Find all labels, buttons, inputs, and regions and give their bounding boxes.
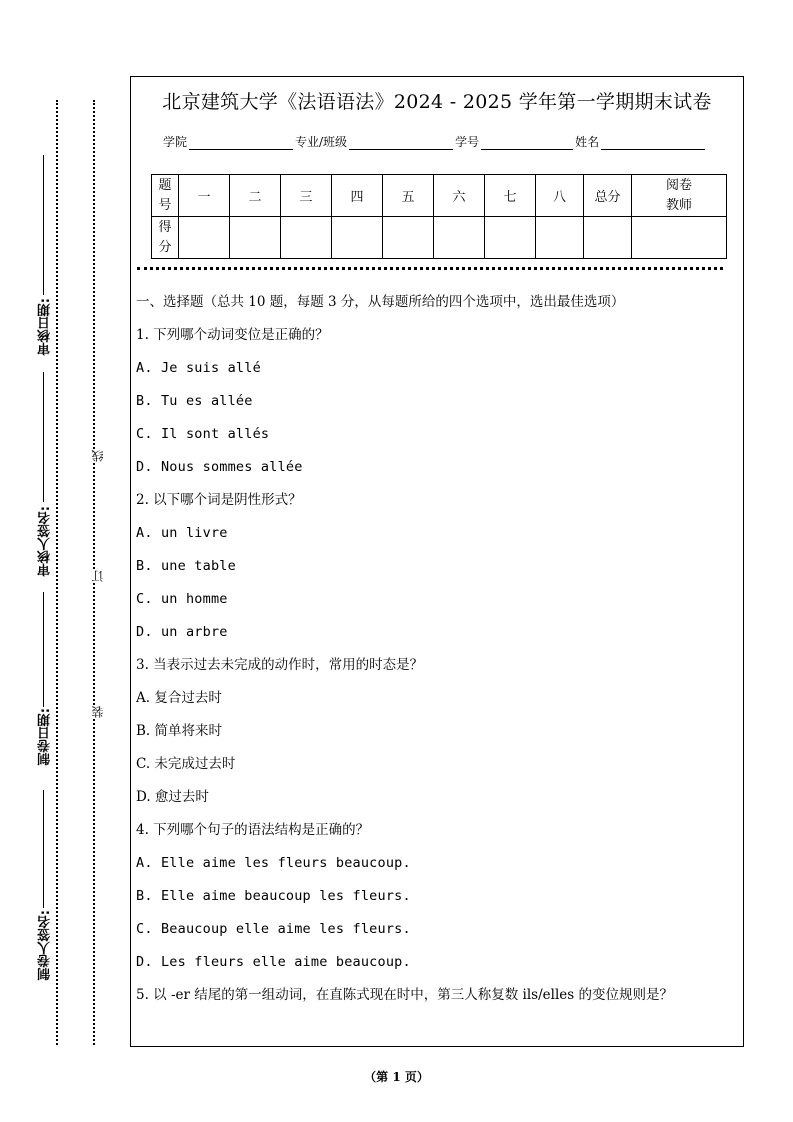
maker-date-line	[43, 592, 44, 707]
option-c: C. Il sont allés	[136, 426, 270, 442]
binding-mark-line: 线	[91, 450, 105, 462]
question-stem: 1. 下列哪个动词变位是正确的？	[136, 327, 329, 343]
section-heading: 一、选择题（总共 10 题，每题 3 分，从每题所给的四个选项中，选出最佳选项）	[136, 294, 625, 310]
option-a: A. Elle aime les fleurs beaucoup.	[136, 855, 411, 871]
score-cell-8[interactable]	[536, 217, 584, 259]
reviewer-signature-line	[43, 372, 44, 502]
option-d: D. un arbre	[136, 624, 228, 640]
score-table-header-row	[152, 175, 727, 217]
option-d: D. 愈过去时	[136, 789, 209, 805]
name-blank[interactable]	[601, 137, 705, 150]
option-c: C. 未完成过去时	[136, 756, 236, 772]
option-d: D. Les fleurs elle aime beaucoup.	[136, 954, 411, 970]
college-blank[interactable]	[189, 137, 293, 150]
maker-signature-line	[43, 790, 44, 908]
maker-signature-label: 制卷人签名:	[38, 910, 53, 981]
college-label: 学院	[163, 135, 188, 149]
header-separator	[137, 267, 723, 270]
col-header-1: 一	[179, 175, 230, 217]
student-id-label: 学号	[455, 135, 480, 149]
reviewer-date-label: 审核日期:	[38, 298, 53, 356]
score-row-header: 得 分	[152, 217, 179, 259]
exam-title: 北京建筑大学《法语语法》2024 - 2025 学年第一学期期末试卷	[162, 91, 712, 113]
col-header-6: 六	[434, 175, 485, 217]
option-c: C. Beaucoup elle aime les fleurs.	[136, 921, 411, 937]
student-info-row	[163, 133, 707, 150]
score-cell-4[interactable]	[332, 217, 383, 259]
question-stem: 4. 下列哪个句子的语法结构是正确的？	[136, 822, 370, 838]
grader-header: 阅卷 教师	[632, 175, 727, 217]
question-number-header: 题 号	[152, 175, 179, 217]
question-stem: 5. 以 -er 结尾的第一组动词，在直陈式现在时中，第三人称复数 ils/elles 的变位规则是？	[136, 987, 673, 1003]
option-b: B. une table	[136, 558, 236, 574]
reviewer-date-line	[43, 155, 44, 295]
student-id-blank[interactable]	[481, 137, 573, 150]
option-b: B. Tu es allée	[136, 393, 253, 409]
col-header-5: 五	[383, 175, 434, 217]
binding-mark-install: 装	[91, 706, 105, 718]
score-cell-2[interactable]	[230, 217, 281, 259]
col-header-2: 二	[230, 175, 281, 217]
reviewer-signature-label: 审核人签名:	[38, 506, 53, 577]
option-c: C. un homme	[136, 591, 228, 607]
score-cell-1[interactable]	[179, 217, 230, 259]
major-class-label: 专业/班级	[295, 135, 348, 149]
maker-date-label: 制卷日期:	[38, 708, 53, 766]
score-cell-5[interactable]	[383, 217, 434, 259]
score-cell-total[interactable]	[584, 217, 632, 259]
option-b: B. Elle aime beaucoup les fleurs.	[136, 888, 411, 904]
option-a: A. Je suis allé	[136, 360, 261, 376]
score-cell-7[interactable]	[485, 217, 536, 259]
score-cell-6[interactable]	[434, 217, 485, 259]
option-b: B. 简单将来时	[136, 723, 223, 739]
score-table	[151, 174, 727, 259]
binding-mark-order: 订	[91, 570, 105, 582]
score-table-score-row	[152, 217, 727, 259]
col-header-total: 总分	[584, 175, 632, 217]
page-number: （第 1 页）	[364, 1070, 429, 1084]
col-header-7: 七	[485, 175, 536, 217]
grader-cell[interactable]	[632, 217, 727, 259]
option-a: A. un livre	[136, 525, 228, 541]
exam-frame	[130, 76, 744, 1047]
question-stem: 2. 以下哪个词是阴性形式？	[136, 492, 302, 508]
section-choice-questions	[136, 292, 737, 1006]
col-header-4: 四	[332, 175, 383, 217]
option-d: D. Nous sommes allée	[136, 459, 303, 475]
binding-dotted-line-left	[56, 100, 58, 1045]
option-a: A. 复合过去时	[136, 690, 222, 706]
col-header-3: 三	[281, 175, 332, 217]
col-header-8: 八	[536, 175, 584, 217]
question-stem: 3. 当表示过去未完成的动作时，常用的时态是？	[136, 657, 424, 673]
major-class-blank[interactable]	[349, 137, 453, 150]
name-label: 姓名	[575, 135, 600, 149]
score-cell-3[interactable]	[281, 217, 332, 259]
